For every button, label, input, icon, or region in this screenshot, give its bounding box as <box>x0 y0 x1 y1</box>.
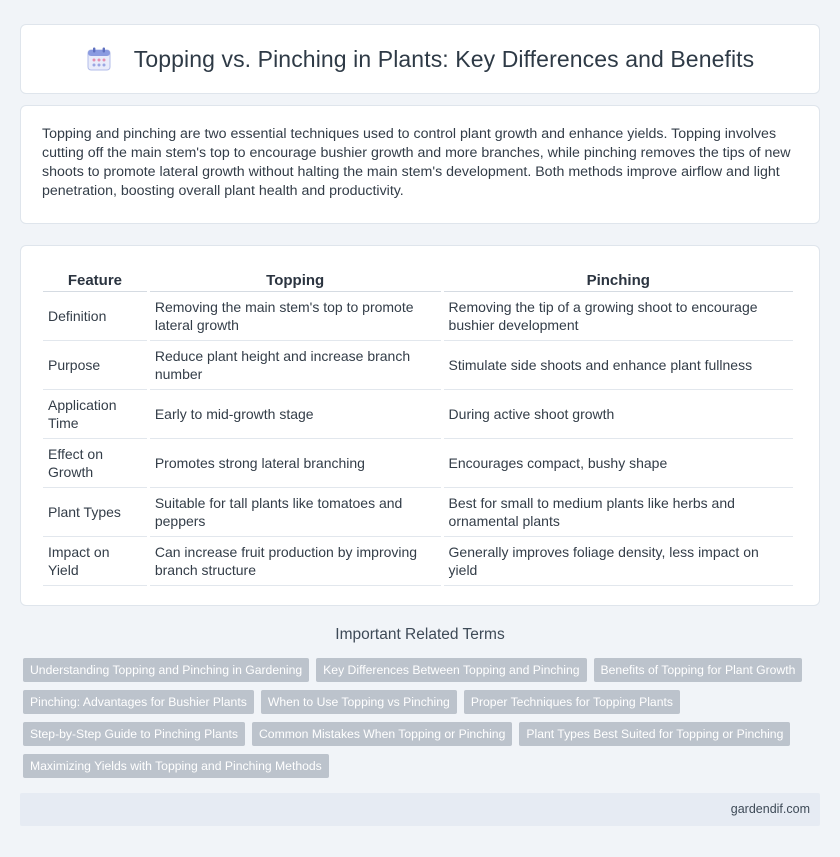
pinching-cell: During active shoot growth <box>444 390 793 439</box>
pinching-cell: Best for small to medium plants like herbs and ornamental plants <box>444 488 793 537</box>
pinching-cell: Stimulate side shoots and enhance plant fullness <box>444 341 793 390</box>
header-pinching: Pinching <box>444 266 793 292</box>
intro-text: Topping and pinching are two essential techniques used to control plant growth and enhance yields. Topping involves cutting off the main stem's top to encourage bushier growth and more branches, while pinching removes the tips of new shoots to promote lateral growth without halting the main stem's development. Both methods improve airflow and light penetration, boosting overall plant health and productivity. <box>42 126 791 199</box>
topping-cell: Early to mid-growth stage <box>150 390 441 439</box>
footer <box>20 793 820 826</box>
intro-section <box>20 105 820 224</box>
feature-cell: Purpose <box>43 341 147 390</box>
footer-site-link[interactable]: gardendif.com <box>730 802 810 816</box>
related-tag[interactable]: Key Differences Between Topping and Pinching <box>316 658 586 682</box>
feature-cell: Application Time <box>43 390 147 439</box>
related-tags <box>23 658 823 778</box>
table-row <box>43 341 793 390</box>
feature-cell: Definition <box>43 292 147 341</box>
related-tag[interactable]: Benefits of Topping for Plant Growth <box>594 658 803 682</box>
page-title: Topping vs. Pinching in Plants: Key Differences and Benefits <box>133 45 755 72</box>
topping-cell: Suitable for tall plants like tomatoes and peppers <box>150 488 441 537</box>
page-header <box>20 24 820 94</box>
related-tag[interactable]: Plant Types Best Suited for Topping or Pinching <box>519 722 790 746</box>
related-tag[interactable]: Step-by-Step Guide to Pinching Plants <box>23 722 245 746</box>
related-tag[interactable]: When to Use Topping vs Pinching <box>261 690 457 714</box>
feature-cell: Plant Types <box>43 488 147 537</box>
topping-cell: Promotes strong lateral branching <box>150 439 441 488</box>
table-row <box>43 537 793 586</box>
related-tag[interactable]: Common Mistakes When Topping or Pinching <box>252 722 512 746</box>
feature-cell: Effect on Growth <box>43 439 147 488</box>
table-row <box>43 390 793 439</box>
table-row <box>43 488 793 537</box>
topping-cell: Removing the main stem's top to promote lateral growth <box>150 292 441 341</box>
related-tag[interactable]: Pinching: Advantages for Bushier Plants <box>23 690 254 714</box>
topping-cell: Reduce plant height and increase branch number <box>150 341 441 390</box>
comparison-table-card <box>20 245 820 606</box>
pinching-cell: Encourages compact, bushy shape <box>444 439 793 488</box>
header-topping: Topping <box>150 266 441 292</box>
related-tag[interactable]: Proper Techniques for Topping Plants <box>464 690 680 714</box>
related-terms-title: Important Related Terms <box>335 626 505 643</box>
table-row <box>43 439 793 488</box>
feature-cell: Impact on Yield <box>43 537 147 586</box>
table-row <box>43 292 793 341</box>
pinching-cell: Removing the tip of a growing shoot to encourage bushier development <box>444 292 793 341</box>
related-tag[interactable]: Maximizing Yields with Topping and Pinching Methods <box>23 754 329 778</box>
comparison-table <box>40 266 796 586</box>
header-feature: Feature <box>43 266 147 292</box>
table-header-row <box>43 266 793 292</box>
related-tag[interactable]: Understanding Topping and Pinching in Gardening <box>23 658 309 682</box>
pinching-cell: Generally improves foliage density, less impact on yield <box>444 537 793 586</box>
topping-cell: Can increase fruit production by improving branch structure <box>150 537 441 586</box>
calendar-icon <box>86 46 112 72</box>
